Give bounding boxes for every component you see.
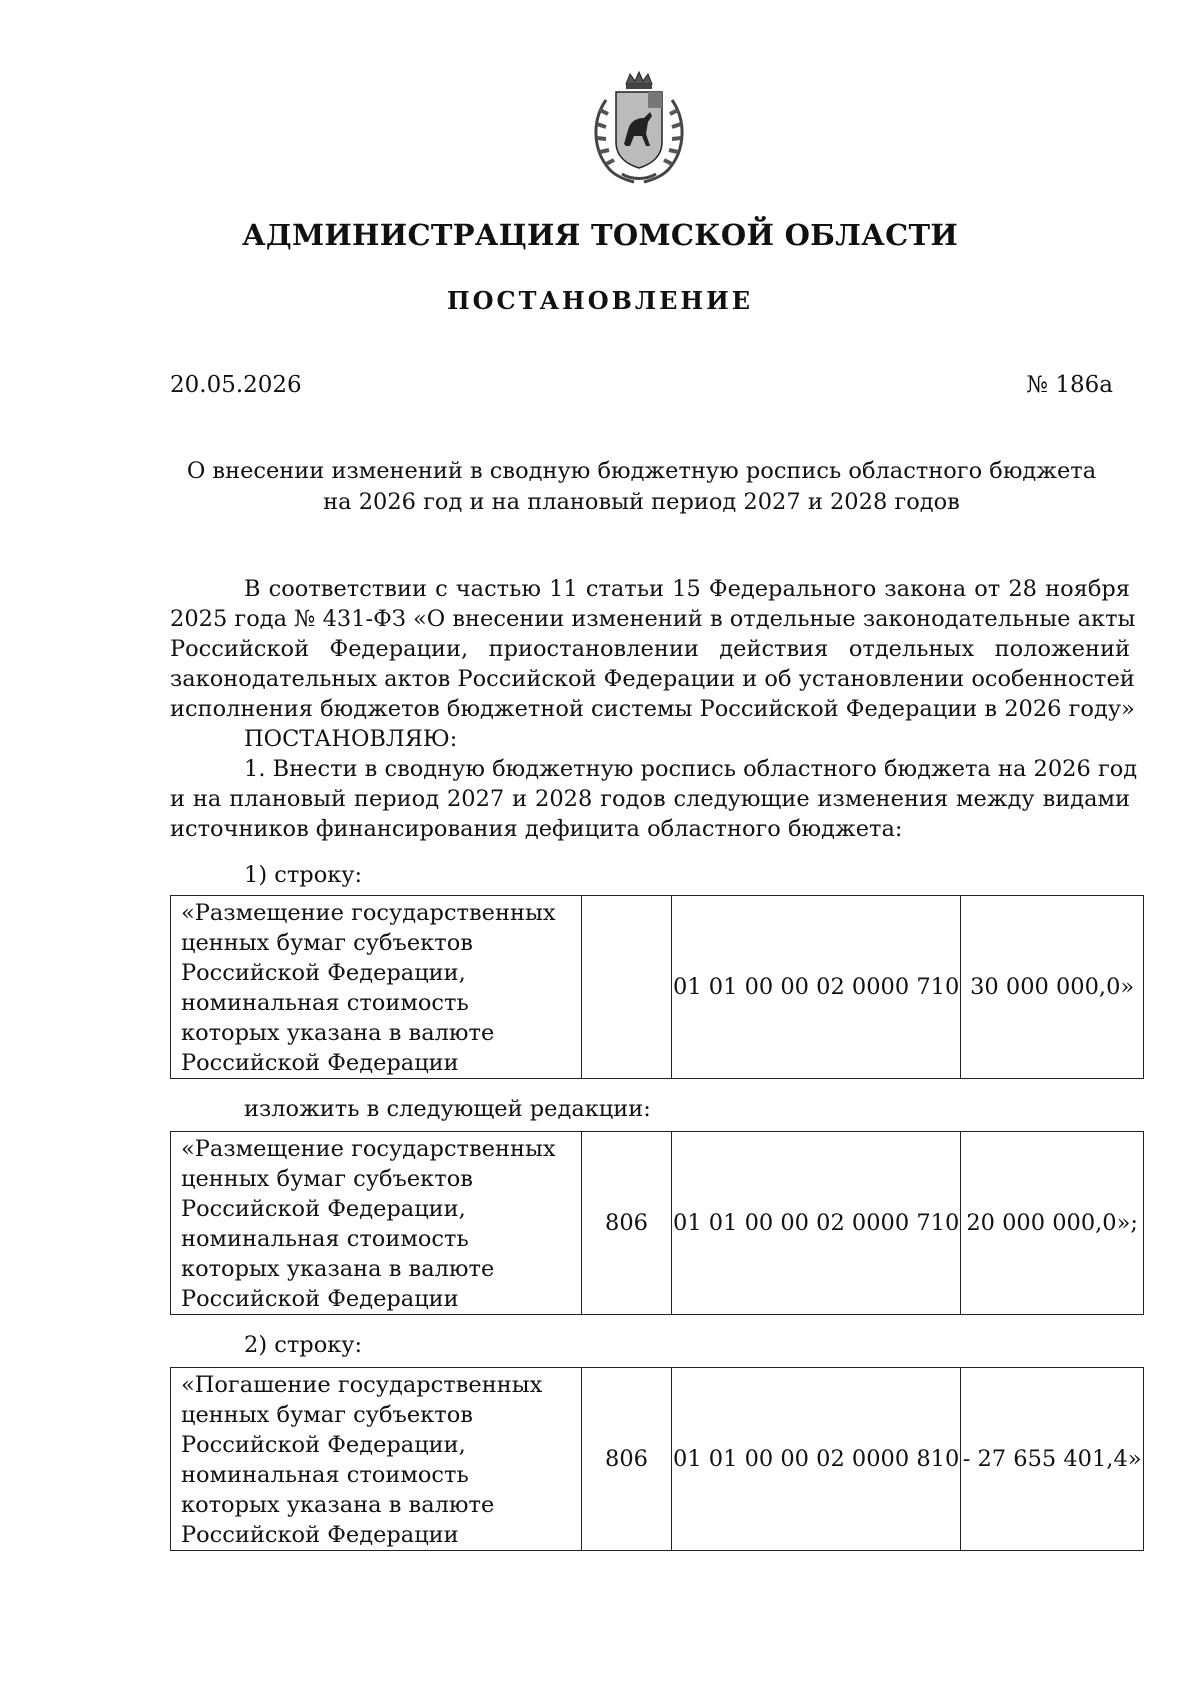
document-number: № 186а	[1026, 372, 1113, 398]
item-1-line: источников финансирования дефицита областного бюджета:	[170, 816, 903, 842]
amount-cell: 20 000 000,0»;	[961, 1132, 1144, 1315]
document-subject	[170, 456, 1113, 518]
resolve-word: ПОСТАНОВЛЯЮ:	[244, 726, 458, 752]
classification-code-cell: 01 01 00 00 02 0000 810	[672, 1368, 961, 1551]
table-row	[171, 1132, 1144, 1315]
source-name-cell: «Размещение государственных ценных бумаг субъектов Российской Федерации, номинальная стоимость которых указана в валюте Российской Федерации	[171, 1132, 582, 1315]
amount-cell: 30 000 000,0»	[961, 896, 1144, 1079]
preamble	[170, 574, 1138, 844]
source-name-cell: «Размещение государственных ценных бумаг субъектов Российской Федерации, номинальная стоимость которых указана в валюте Российской Федерации	[171, 896, 582, 1079]
preamble-line: Российской Федерации, приостановлении действия отдельных положений	[170, 636, 1130, 662]
document-date: 20.05.2026	[170, 372, 302, 398]
subitem-2-label: 2) строку:	[244, 1332, 363, 1358]
preamble-line: законодательных актов Российской Федерации и об установлении особенностей	[170, 666, 1135, 692]
source-table-new	[170, 1131, 1144, 1315]
classification-code-cell: 01 01 00 00 02 0000 710	[672, 1132, 961, 1315]
classification-code-cell: 01 01 00 00 02 0000 710	[672, 896, 961, 1079]
preamble-line: исполнения бюджетов бюджетной системы Российской Федерации в 2026 году»	[170, 696, 1135, 722]
restate-label: изложить в следующей редакции:	[244, 1096, 651, 1122]
subject-line: О внесении изменений в сводную бюджетную роспись областного бюджета	[186, 458, 1097, 484]
preamble-line: В соответствии с частью 11 статьи 15 Федерального закона от 28 ноября	[244, 576, 1130, 602]
preamble-line: 2025 года № 431-ФЗ «О внесении изменений в отдельные законодательные акты	[170, 606, 1136, 632]
table-row	[171, 1368, 1144, 1551]
source-table-redemption	[170, 1367, 1144, 1551]
subitem-1-label: 1) строку:	[244, 862, 363, 888]
admin-code-cell: 806	[582, 1368, 672, 1551]
subject-line: на 2026 год и на плановый период 2027 и 2028 годов	[323, 489, 960, 515]
organization-title: АДМИНИСТРАЦИЯ ТОМСКОЙ ОБЛАСТИ	[241, 218, 959, 252]
source-table-original	[170, 895, 1144, 1079]
item-1-line: 1. Внести в сводную бюджетную роспись областного бюджета на 2026 год	[244, 756, 1138, 782]
table-row	[171, 896, 1144, 1079]
admin-code-cell: 806	[582, 1132, 672, 1315]
document-type: ПОСТАНОВЛЕНИЕ	[446, 286, 754, 315]
source-name-cell: «Погашение государственных ценных бумаг субъектов Российской Федерации, номинальная стоимость которых указана в валюте Российской Федерации	[171, 1368, 582, 1551]
amount-cell: - 27 655 401,4»	[961, 1368, 1144, 1551]
admin-code-cell	[582, 896, 672, 1079]
coat-of-arms-icon	[586, 70, 692, 188]
item-1-line: и на плановый период 2027 и 2028 годов следующие изменения между видами	[170, 786, 1130, 812]
